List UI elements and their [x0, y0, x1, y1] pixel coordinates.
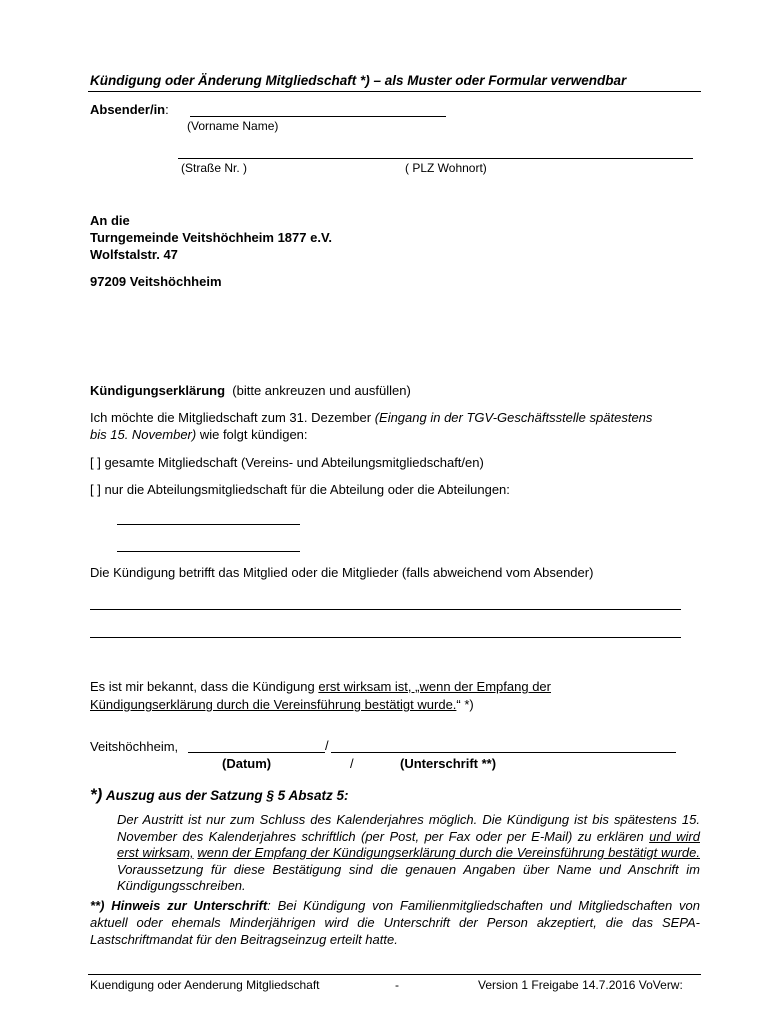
satzung-text-d: wenn der Empfang der Kündigungserklärung durch die Vereinsführung bestätigt wurde. [197, 845, 700, 860]
department-line-1[interactable] [117, 524, 300, 525]
option-full-membership[interactable]: [ ] gesamte Mitgliedschaft (Vereins- und Abteilungsmitgliedschaft/en) [90, 455, 484, 470]
satzung-text-e: Voraussetzung für diese Bestätigung sind die genauen Angaben über Name und Anschrift im Kündigungsschreiben. [117, 861, 700, 893]
footer-left: Kuendigung oder Aenderung Mitgliedschaft [90, 978, 320, 992]
sender-city-hint: ( PLZ Wohnort) [405, 161, 487, 175]
footer-right: Version 1 Freigabe 14.7.2016 VoVerw: [478, 978, 683, 992]
satzung-text-a: Der Austritt ist nur zum Schluss des Kalenderjahres möglich. Die Kündigung ist bis spätestens 15. November des Kalenderjahres schriftlich (per Post, per Fax oder per E-Mail) zu erklären [117, 812, 700, 844]
option-department-membership[interactable]: [ ] nur die Abteilungsmitgliedschaft für die Abteilung oder die Abteilungen: [90, 482, 510, 497]
declaration-heading-row [90, 383, 411, 398]
satzung-star: *) [90, 785, 103, 804]
satzung-text [117, 812, 700, 895]
intro-text-end: wie folgt kündigen: [196, 427, 308, 442]
sender-colon: : [165, 102, 169, 117]
document-title: Kündigung oder Änderung Mitgliedschaft *) – als Muster oder Formular verwendbar [90, 73, 627, 88]
footer-rule [88, 974, 701, 975]
signature-hint [90, 897, 700, 948]
member-line-1[interactable] [90, 609, 681, 610]
signature-label-slash: / [350, 756, 354, 771]
recipient-line-3: Wolfstalstr. 47 [90, 247, 178, 262]
awareness-line-1 [90, 679, 551, 694]
hint-label: **) Hinweis zur Unterschrift [90, 898, 268, 913]
signature-slash: / [325, 738, 329, 753]
member-line-2[interactable] [90, 637, 681, 638]
sender-label-row [90, 102, 169, 117]
member-statement: Die Kündigung betrifft das Mitglied oder die Mitglieder (falls abweichend vom Absender) [90, 565, 594, 580]
signature-line[interactable] [331, 752, 676, 753]
declaration-heading-note: (bitte ankreuzen und ausfüllen) [232, 383, 411, 398]
sender-label: Absender/in [90, 102, 166, 117]
awareness-text: Es ist mir bekannt, dass die Kündigung [90, 679, 319, 694]
date-label: (Datum) [222, 756, 272, 771]
intro-text: Ich möchte die Mitgliedschaft zum 31. Dezember [90, 410, 375, 425]
sender-address-line[interactable] [178, 158, 693, 159]
recipient-line-1: An die [90, 213, 130, 228]
satzung-text-b: und wird erst wirksam, [117, 828, 700, 860]
signature-label: (Unterschrift **) [400, 756, 497, 771]
awareness-end: “ *) [456, 697, 474, 712]
header-rule [88, 91, 701, 92]
date-line[interactable] [188, 752, 325, 753]
awareness-underlined: erst wirksam ist, „wenn der Empfang der [318, 679, 551, 694]
intro-deadline: (Eingang in der TGV-Geschäftsstelle spätestens [374, 410, 653, 425]
awareness-underlined-2: Kündigungserklärung durch die Vereinsführung bestätigt wurde. [90, 697, 457, 712]
footer-middle: - [395, 978, 399, 992]
satzung-heading-row [90, 785, 348, 805]
declaration-intro-line-1 [90, 410, 652, 425]
recipient-line-2: Turngemeinde Veitshöchheim 1877 e.V. [90, 230, 333, 245]
department-line-2[interactable] [117, 551, 300, 552]
sender-name-line[interactable] [190, 116, 446, 117]
declaration-intro-line-2 [90, 427, 308, 442]
signature-place: Veitshöchheim, [90, 739, 179, 754]
awareness-line-2 [90, 697, 474, 712]
hint-text: : Bei Kündigung von Familienmitgliedschaften und Mitgliedschaften von aktuell oder ehemals Minderjährigen wird die Unterschrift der Person akzeptiert, die das SEPA-Lastschriftmandat für den Beitragseinzug erteilt hatte. [90, 898, 700, 947]
recipient-line-4: 97209 Veitshöchheim [90, 274, 222, 289]
satzung-heading: Auszug aus der Satzung § 5 Absatz 5: [105, 788, 349, 803]
intro-deadline-end: bis 15. November) [90, 427, 197, 442]
declaration-heading: Kündigungserklärung [90, 383, 226, 398]
sender-name-hint: (Vorname Name) [187, 119, 279, 133]
sender-street-hint: (Straße Nr. ) [181, 161, 248, 175]
